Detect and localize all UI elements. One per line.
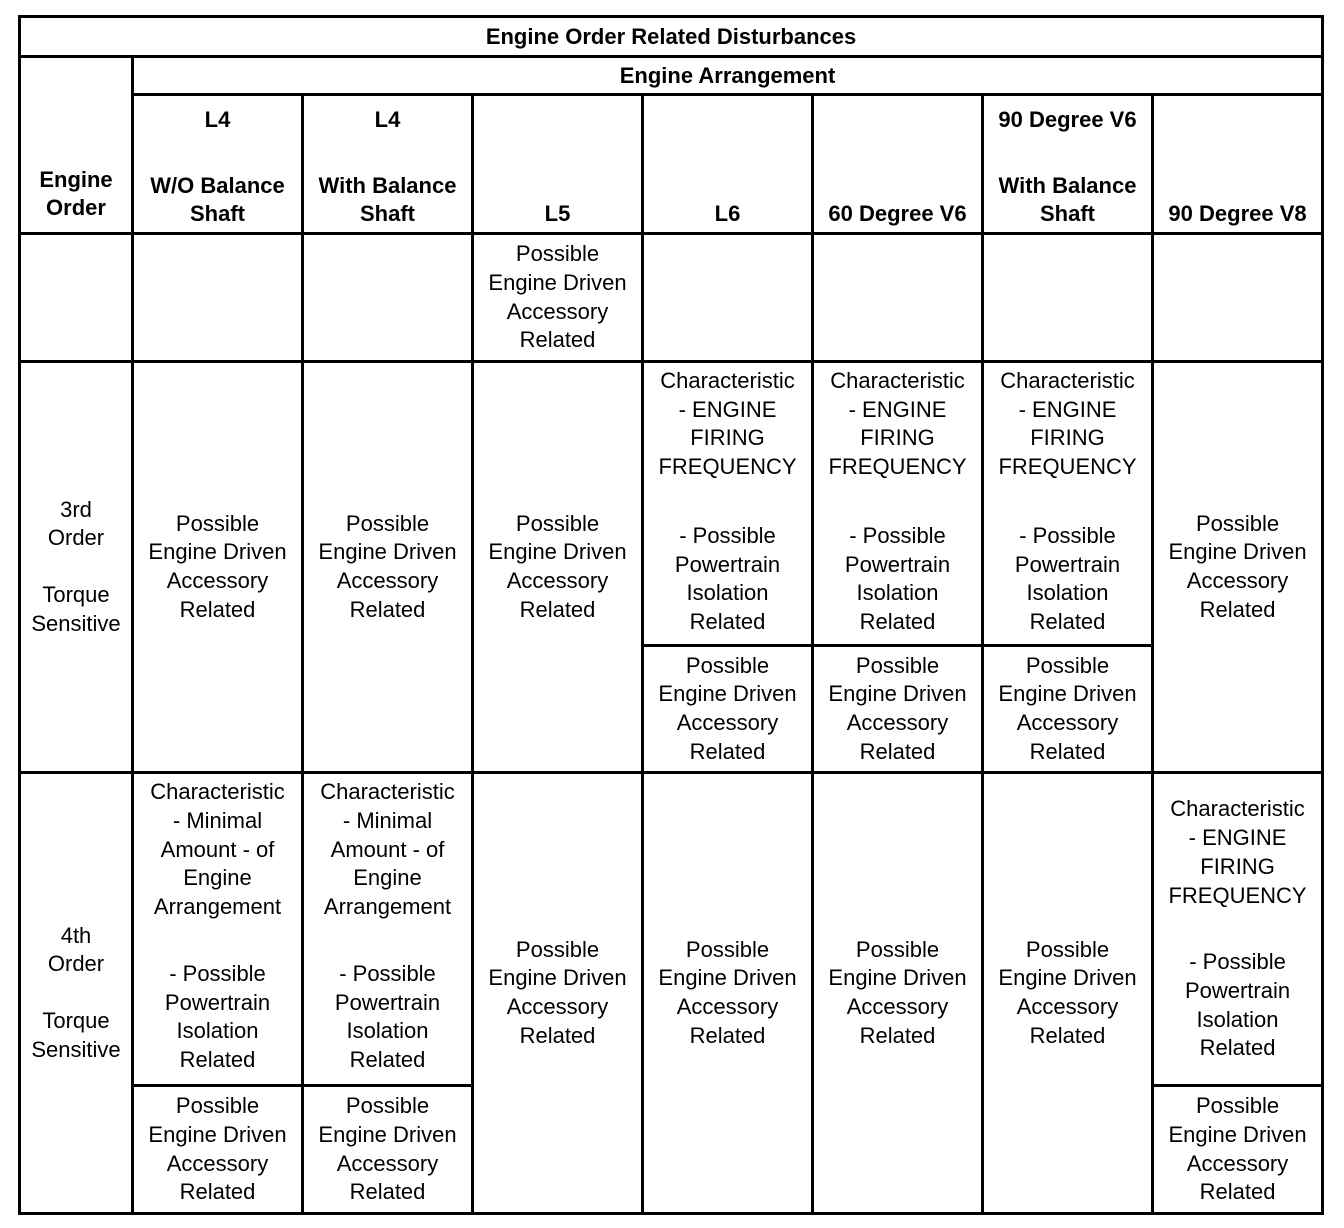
cell-line: Possible (515, 241, 600, 267)
cell-line: 4th (60, 922, 92, 948)
empty-cell (20, 234, 133, 362)
column-header-90-v6 (983, 95, 1153, 234)
firing-frequency-cell (813, 361, 983, 645)
engine-arrangement-header: Engine Arrangement (133, 57, 1323, 95)
cell-line: Related (179, 1047, 256, 1072)
cell-line: Powertrain (164, 989, 271, 1015)
cell-line: FREQUENCY (658, 454, 797, 480)
cell-line: Engine Driven (998, 965, 1137, 991)
cell-line: Possible (855, 936, 940, 962)
cell-line: Order (47, 525, 105, 551)
cell-line: - ENGINE (1188, 825, 1287, 851)
column-header-l5 (473, 95, 643, 234)
column-header-l4-no-balance (133, 95, 303, 234)
cell-line: Engine Driven (488, 965, 627, 991)
column-header-line: L6 (714, 201, 741, 227)
accessory-cell (133, 361, 303, 772)
empty-cell (813, 234, 983, 362)
cell-line: Engine Driven (998, 681, 1137, 707)
cell-line: Possible (685, 652, 770, 678)
column-header-line: L5 (544, 201, 571, 227)
cell-line: Powertrain (1014, 551, 1121, 577)
cell-line: - ENGINE (848, 396, 947, 422)
cell-line: Possible (345, 1093, 430, 1119)
cell-line: Related (859, 1022, 936, 1048)
cell-line: Related (1199, 1035, 1276, 1061)
cell-line: Engine Driven (828, 681, 967, 707)
column-header-l4-balance (303, 95, 473, 234)
cell-line: Related (519, 1022, 596, 1048)
cell-line: Powertrain (334, 989, 441, 1015)
empty-cell (1153, 234, 1323, 362)
accessory-cell (473, 361, 643, 772)
cell-line: Accessory (676, 710, 779, 735)
cell-line: Isolation (1196, 1006, 1279, 1032)
cell-line: Accessory (1186, 568, 1289, 594)
cell-line: Engine (353, 865, 422, 891)
cell-line: FIRING (690, 425, 765, 451)
cell-line: Engine Driven (488, 539, 627, 565)
accessory-cell (643, 645, 813, 773)
cell-line: - Possible (849, 522, 946, 548)
cell-line: FREQUENCY (1168, 882, 1307, 908)
cell-line: Accessory (1186, 1150, 1289, 1176)
cell-line: Isolation (1026, 580, 1109, 606)
cell-line: Characteristic (660, 367, 795, 393)
cell-line: Related (1029, 738, 1106, 764)
cell-line: FIRING (860, 425, 935, 451)
cell-line: Accessory (846, 994, 949, 1020)
cell-line: 3rd (60, 496, 92, 522)
accessory-cell (643, 773, 813, 1214)
column-header-line: 90 Degree V8 (1168, 201, 1307, 227)
cell-line: Engine Driven (658, 681, 797, 707)
cell-line: - Minimal (342, 808, 433, 834)
column-header-line: L4 (204, 107, 231, 133)
cell-line: Possible (345, 510, 430, 536)
column-header-line: L4 (374, 107, 401, 133)
column-header-60-v6 (813, 95, 983, 234)
cell-line: Accessory (676, 994, 779, 1020)
cell-line: - ENGINE (1018, 396, 1117, 422)
cell-line: Characteristic (1170, 796, 1305, 822)
accessory-cell (813, 645, 983, 773)
cell-line: Sensitive (31, 1036, 121, 1062)
cell-line: Related (1029, 608, 1106, 634)
cell-line: Accessory (1016, 710, 1119, 735)
cell-line: Isolation (176, 1018, 259, 1044)
cell-line: Accessory (506, 298, 609, 324)
cell-line: - ENGINE (678, 396, 777, 422)
cell-line: Possible (1025, 936, 1110, 962)
cell-line: Possible (1025, 652, 1110, 678)
cell-line: Possible (515, 936, 600, 962)
cell-line: Engine Driven (488, 269, 627, 295)
column-header-line: Shaft (190, 201, 245, 227)
cell-line: Engine Driven (148, 539, 287, 565)
column-header-line: 90 Degree V6 (998, 107, 1137, 133)
cell-line: Possible (1195, 510, 1280, 536)
cell-line: Related (349, 596, 426, 622)
cell-line: Engine Driven (318, 1121, 457, 1147)
cell-line: Related (1199, 596, 1276, 622)
column-header-line: W/O Balance (150, 173, 285, 199)
cell-line: Possible (1195, 1093, 1280, 1119)
accessory-cell (303, 1086, 473, 1214)
cell-line: Related (1029, 1022, 1106, 1048)
cell-line: - Possible (1019, 522, 1116, 548)
cell-line: - Minimal (172, 808, 263, 834)
cell-line: Isolation (686, 580, 769, 606)
accessory-cell (473, 773, 643, 1214)
cell-line: Possible (175, 510, 260, 536)
cell-line: Related (349, 1047, 426, 1072)
cell-line: Related (179, 596, 256, 622)
column-header-l6 (643, 95, 813, 234)
column-header-line: 60 Degree V6 (828, 201, 967, 227)
cell-line: Torque (42, 1008, 110, 1034)
empty-cell (133, 234, 303, 362)
cell-line: Characteristic (1000, 367, 1135, 393)
cell-line: Possible (515, 510, 600, 536)
accessory-cell (983, 773, 1153, 1214)
cell-line: FIRING (1200, 853, 1275, 879)
accessory-cell (1153, 1086, 1323, 1214)
row-header-4th-order (20, 773, 133, 1214)
accessory-cell (813, 773, 983, 1214)
cell-line: Accessory (336, 1150, 439, 1176)
cell-line: Possible (855, 652, 940, 678)
column-header-line: Shaft (1040, 201, 1095, 227)
firing-frequency-cell (983, 361, 1153, 645)
cell-line: FREQUENCY (998, 454, 1137, 480)
firing-frequency-cell (643, 361, 813, 645)
cell-line: Related (689, 1022, 766, 1048)
cell-line: Characteristic (150, 779, 285, 805)
cell-line: - Possible (339, 960, 436, 986)
empty-cell (983, 234, 1153, 362)
cell-line: Possible (175, 1093, 260, 1119)
empty-cell (303, 234, 473, 362)
cell-line: Accessory (336, 568, 439, 594)
cell-line: Accessory (506, 994, 609, 1020)
cell-line: Engine (183, 865, 252, 891)
cell-line: Accessory (506, 568, 609, 594)
column-header-90-v8 (1153, 95, 1323, 234)
cell-line: Amount - of (330, 836, 445, 862)
cell-line: Related (859, 738, 936, 764)
cell-line: Engine Driven (1168, 1121, 1307, 1147)
cell-line: Powertrain (844, 551, 951, 577)
cell-line: FIRING (1030, 425, 1105, 451)
column-header-line: With Balance (998, 173, 1137, 199)
cell-line: Related (859, 608, 936, 634)
engine-order-header-line: Engine (39, 167, 113, 193)
cell-line: - Possible (1189, 949, 1286, 975)
accessory-cell (473, 234, 643, 362)
accessory-cell (983, 645, 1153, 773)
cell-line: Accessory (846, 710, 949, 735)
cell-line: Isolation (856, 580, 939, 606)
accessory-cell (303, 361, 473, 772)
cell-line: Arrangement (323, 894, 452, 920)
cell-line: Related (689, 738, 766, 764)
cell-line: Amount - of (160, 836, 275, 862)
cell-line: Engine Driven (1168, 539, 1307, 565)
table-title: Engine Order Related Disturbances (20, 17, 1323, 57)
cell-line: Related (519, 596, 596, 622)
minimal-amount-cell (133, 773, 303, 1086)
cell-line: Related (179, 1179, 256, 1205)
column-header-line: With Balance (318, 173, 457, 199)
engine-order-table (18, 15, 1324, 1215)
cell-line: Accessory (166, 1150, 269, 1176)
accessory-cell (133, 1086, 303, 1214)
engine-order-header (20, 57, 133, 234)
cell-line: Characteristic (320, 779, 455, 805)
cell-line: Related (689, 608, 766, 634)
cell-line: Engine Driven (318, 539, 457, 565)
cell-line: Sensitive (31, 610, 121, 636)
column-header-line: Shaft (360, 201, 415, 227)
cell-line: Characteristic (830, 367, 965, 393)
cell-line: Engine Driven (148, 1121, 287, 1147)
cell-line: Engine Driven (828, 965, 967, 991)
minimal-amount-cell (303, 773, 473, 1086)
cell-line: Torque (42, 582, 110, 608)
empty-cell (643, 234, 813, 362)
cell-line: Related (349, 1179, 426, 1205)
cell-line: Related (1199, 1179, 1276, 1205)
firing-frequency-cell (1153, 773, 1323, 1086)
cell-line: Arrangement (153, 894, 282, 920)
cell-line: Accessory (1016, 994, 1119, 1020)
cell-line: Powertrain (1184, 977, 1291, 1003)
cell-line: Powertrain (674, 551, 781, 577)
cell-line: Order (47, 951, 105, 977)
cell-line: Possible (685, 936, 770, 962)
engine-order-header-line: Order (46, 195, 106, 221)
engine-order-table-container (18, 15, 1321, 1215)
cell-line: - Possible (169, 960, 266, 986)
cell-line: FREQUENCY (828, 454, 967, 480)
cell-line: Isolation (346, 1018, 429, 1044)
cell-line: Related (519, 327, 596, 353)
cell-line: Accessory (166, 568, 269, 594)
cell-line: Engine Driven (658, 965, 797, 991)
accessory-cell (1153, 361, 1323, 772)
row-header-3rd-order (20, 361, 133, 772)
cell-line: - Possible (679, 522, 776, 548)
